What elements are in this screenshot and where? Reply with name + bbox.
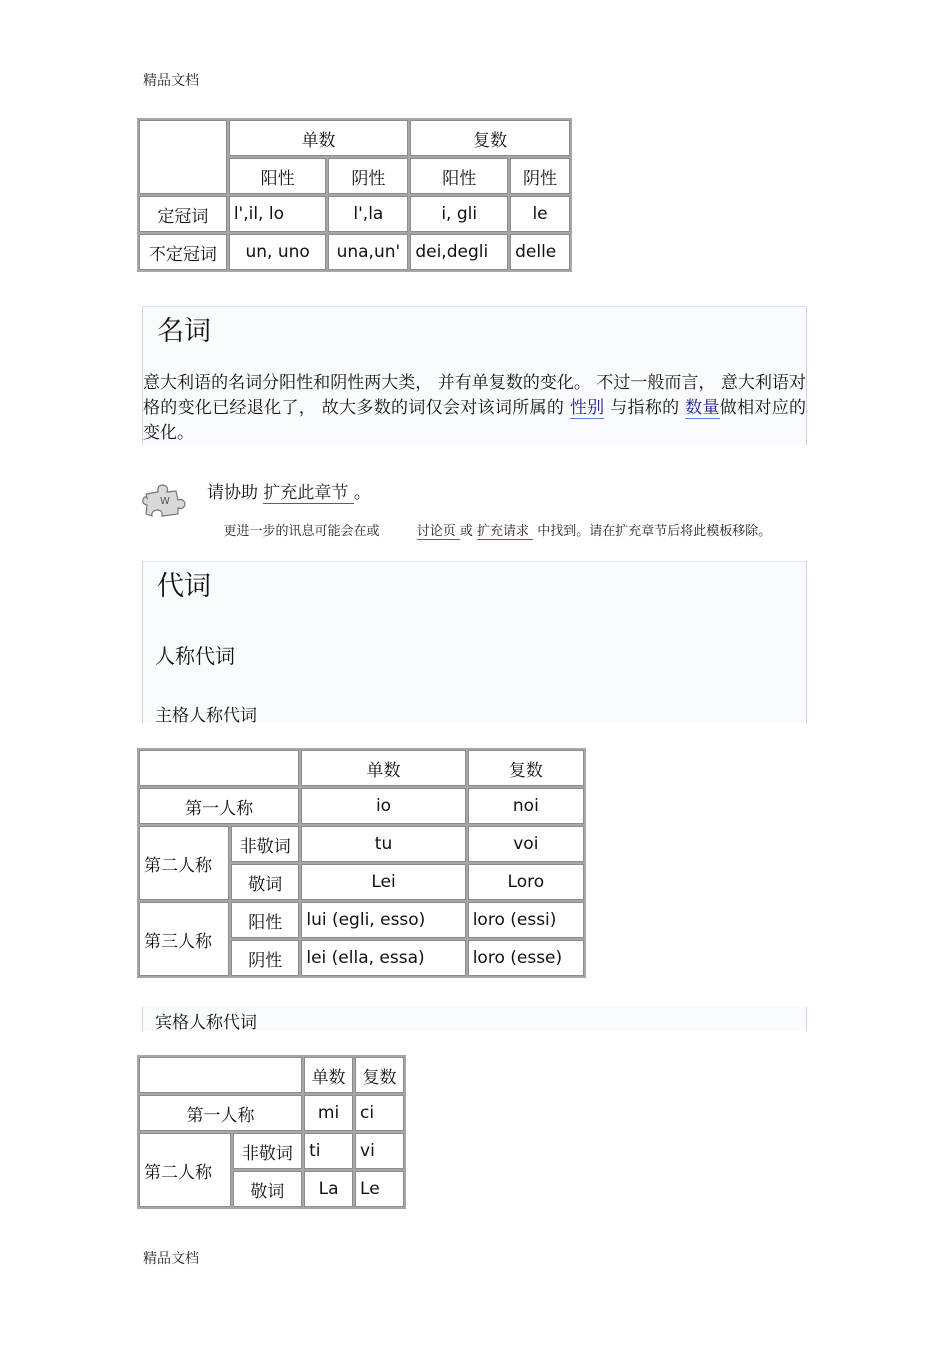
header-plural: 复数 (355, 1057, 404, 1093)
noun-section-title: 名词 (157, 316, 211, 347)
expand-notice-sub (207, 505, 771, 554)
row-label-second-person: 第二人称 (139, 1133, 231, 1207)
header-masc: 阳性 (229, 158, 327, 194)
pronoun-section-title: 代词 (157, 571, 211, 602)
table-cell: ti (304, 1133, 353, 1169)
table-cell: dei,degli (410, 234, 508, 270)
table-cell: tu (301, 826, 465, 862)
table-cell: l',la (328, 196, 408, 232)
expand-section-link[interactable]: 扩充此章节 (263, 483, 354, 503)
noun-section-text (143, 371, 806, 446)
table-cell: ci (355, 1095, 404, 1131)
header-singular: 单数 (304, 1057, 353, 1093)
pronoun-section (142, 561, 807, 726)
row-label: 不定冠词 (139, 234, 227, 270)
gender-link[interactable]: 性别 (569, 398, 605, 418)
header-fem: 阴性 (510, 158, 570, 194)
object-pronoun-title: 宾格人称代词 (155, 1013, 257, 1033)
header-singular: 单数 (301, 750, 465, 786)
row-sublabel-fem: 阴性 (231, 940, 299, 976)
page-footer-mark: 精品文档 (143, 1251, 199, 1267)
subject-pronoun-title: 主格人称代词 (155, 706, 257, 726)
table-cell: La (304, 1171, 353, 1207)
table-cell: mi (304, 1095, 353, 1131)
row-label-third-person: 第三人称 (139, 902, 229, 976)
row-label-first-person: 第一人称 (139, 1095, 302, 1131)
svg-text:W: W (160, 496, 170, 507)
row-sublabel-formal: 敬词 (233, 1171, 302, 1207)
table-cell: le (510, 196, 570, 232)
notice-sub-prefix: 更进一步的讯息可能会在或 (223, 524, 417, 539)
notice-prefix: 请协助 (207, 483, 264, 503)
table-cell: Loro (468, 864, 584, 900)
row-label-second-person: 第二人称 (139, 826, 229, 900)
subject-pronoun-table (137, 748, 586, 978)
puzzle-piece-icon (140, 480, 190, 524)
table-cell: lei (ella, essa) (301, 940, 465, 976)
row-label: 定冠词 (139, 196, 227, 232)
corner-cell (139, 750, 299, 786)
table-cell: delle (510, 234, 570, 270)
table-cell: i, gli (410, 196, 508, 232)
number-link[interactable]: 数量 (685, 398, 720, 418)
table-cell: voi (468, 826, 584, 862)
notice-suffix: 。 (353, 483, 371, 503)
header-masc: 阳性 (410, 158, 508, 194)
row-sublabel-formal: 敬词 (231, 864, 299, 900)
corner-cell (139, 120, 227, 194)
object-pronoun-heading (142, 1007, 807, 1031)
corner-cell (139, 1057, 302, 1093)
article-table (137, 118, 572, 272)
talk-page-link[interactable]: 讨论页 (416, 524, 460, 539)
notice-sub-or: 或 (459, 524, 478, 539)
row-label-first-person: 第一人称 (139, 788, 299, 824)
expand-notice (140, 478, 840, 539)
table-cell: loro (essi) (468, 902, 584, 938)
personal-pronoun-title: 人称代词 (155, 644, 235, 668)
noun-text-b: 与指称的 (604, 398, 686, 418)
row-sublabel-informal: 非敬词 (233, 1133, 302, 1169)
table-cell: loro (esse) (468, 940, 584, 976)
table-cell: l',il, lo (229, 196, 327, 232)
object-pronoun-table (137, 1055, 406, 1209)
noun-section (142, 306, 807, 445)
header-fem: 阴性 (328, 158, 408, 194)
noun-text-a: 意大利语的名词分阳性和阴性两大类， 并有单复数的变化。 不过一般而言， 意大利语对格的变化已经退化了， 故大多数的词仅会对该词所属的 (143, 373, 806, 418)
row-sublabel-informal: 非敬词 (231, 826, 299, 862)
table-cell: noi (468, 788, 584, 824)
notice-sub-suffix: 中找到。请在扩充章节后将此模板移除。 (533, 524, 772, 539)
table-cell: vi (355, 1133, 404, 1169)
table-cell: Le (355, 1171, 404, 1207)
table-cell: un, uno (229, 234, 327, 270)
header-plural: 复数 (468, 750, 584, 786)
noun-text-c: 做相对应的变化。 (143, 398, 807, 443)
expand-request-link[interactable]: 扩充请求 (477, 524, 534, 539)
table-cell: io (301, 788, 465, 824)
row-sublabel-masc: 阳性 (231, 902, 299, 938)
table-cell: una,un' (328, 234, 408, 270)
header-singular: 单数 (229, 120, 409, 156)
page-header-mark: 精品文档 (143, 73, 199, 89)
table-cell: lui (egli, esso) (301, 902, 465, 938)
header-plural: 复数 (410, 120, 570, 156)
table-cell: Lei (301, 864, 465, 900)
expand-notice-main (207, 478, 371, 503)
